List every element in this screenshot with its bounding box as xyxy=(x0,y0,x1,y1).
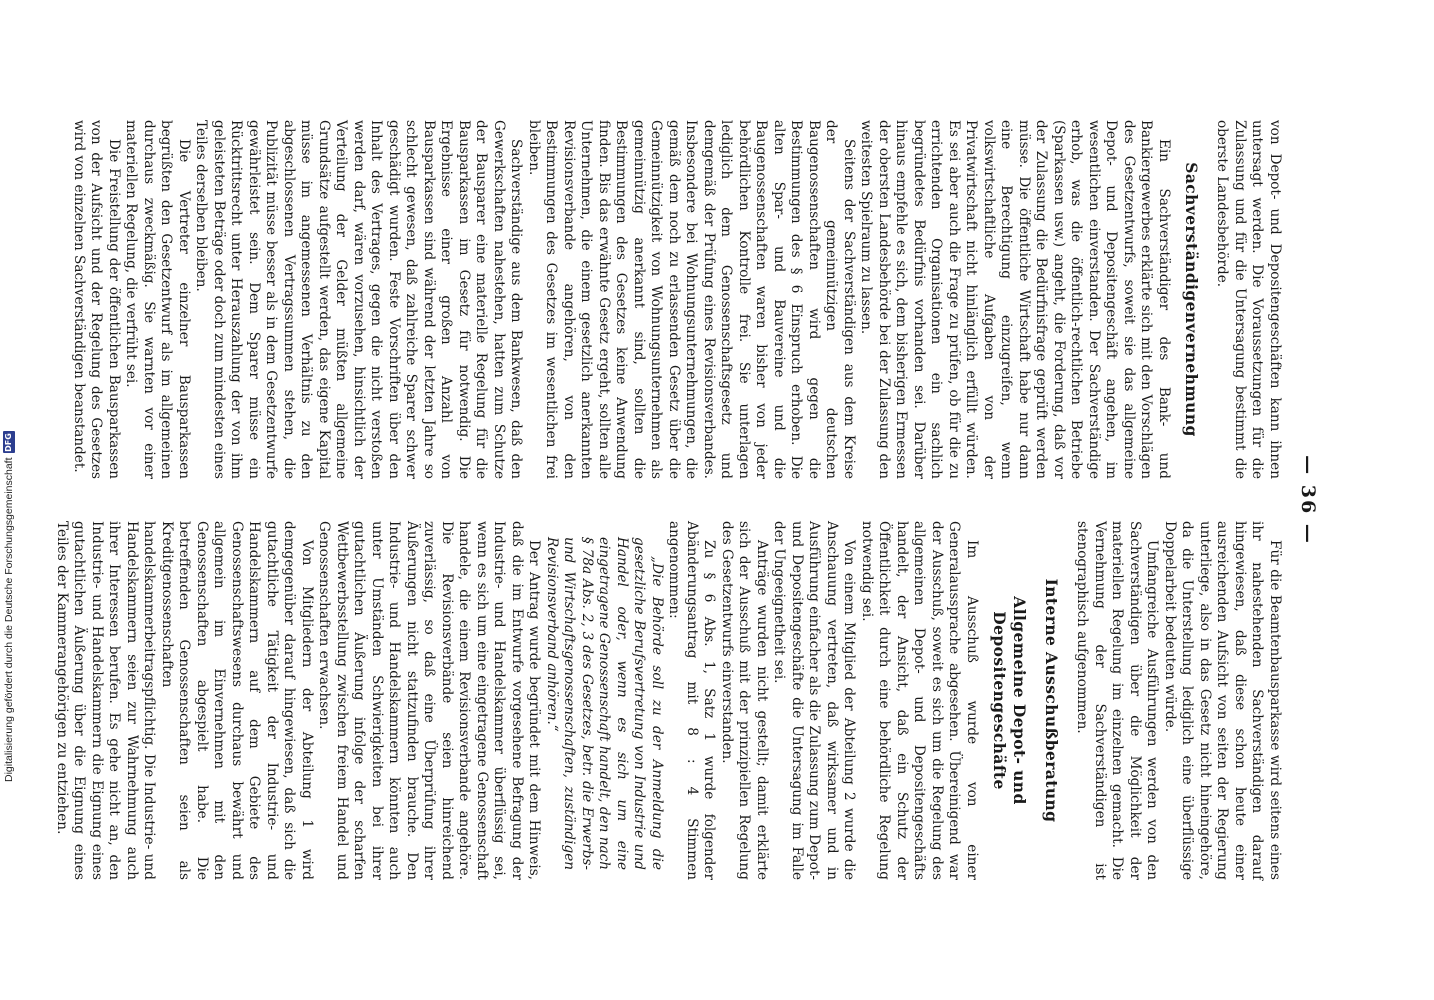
paragraph-vertreter: Die Vertreter einzelner Bausparkassen begrüßten den Gesetzentwurf als im allgemeinen durchaus zweckmäßig. Sie warnten vor einer materiellen Regelung, die verfrüht sei. xyxy=(123,120,192,479)
left-column xyxy=(70,120,1284,479)
digitization-credit xyxy=(0,362,18,782)
paragraph-opening: von Depot- und Depositengeschäften kann ihnen untersagt werden. Die Voraussetzungen für die Zulassung und für die Untersagung bestimmt die oberste Landesbehörde. xyxy=(1214,120,1283,479)
paragraph-banken: Ein Sachverständiger des Bank- und Bankiergewerbes erklärte sich mit den Vorschlägen des Gesetzentwurfs, soweit sie das allgemeine Depot- und Depositengeschäft angehen, im wesentlichen einverstanden. Der Sachverständige erhob, was die öffentlich-rechtlichen Betriebe (Sparkassen usw.) angeht, die Forderung, daß vor der Zulassung die Bedürfnisfrage geprüft werden müsse. Die öffentliche Wirtschaft habe nur dann eine Berechtigung einzugreifen, wenn volkswirtschaftliche Aufgaben von der Privatwirtschaft nicht hinlänglich erfüllt würden. Es sei aber auch die Frage zu prüfen, ob für die zu errichtenden Organisationen ein sachlich begründetes Bedürfnis vorhanden sei. Darüber hinaus empfehle es sich, dem bisherigen Ermessen der obersten Landesbehörde bei der Zulassung den weitesten Spielraum zu lassen. xyxy=(858,120,1172,479)
paragraph-beamten: Für die Beamtenbausparkasse wird seitens eines ihr nahestehenden Sachverständigen darauf hingewiesen, daß diese schon heute einer ausreichenden Aufsicht von seiten der Regierung unterliege, also in das Gesetz nicht hineingehöre, da die Unterstellung lediglich eine überflüssige Doppelarbeit bedeuten würde. xyxy=(1162,521,1283,880)
paragraph-freistellung: Die Freistellung der öffentlichen Bausparkassen von der Aufsicht und der Regelung des Gesetzes wird von einzelnen Sachverständigen beanstandet. xyxy=(71,120,122,479)
credit-text: Digitalisierung gefördert durch die Deutsche Forschungsgemeinschaft xyxy=(3,457,15,782)
page-number: — 36 — xyxy=(1297,455,1319,545)
heading-interne: Interne Ausschußberatung xyxy=(1042,578,1061,823)
scanned-page xyxy=(54,50,1377,950)
heading-sachverstaendige: Sachverständigenvernehmung xyxy=(1182,162,1201,437)
paragraph-genossenschaften: Seitens der Sachverständigen aus dem Kreise der gemeinnützigen deutschen Baugenossenschaften wird gegen die Bestimmungen des § 6 Einspruch erhoben. Die alten Spar- und Bauvereine und die Baugenossenschaften waren bisher von jeder behördlichen Kontrolle frei. Sie unterlagen lediglich dem Genossenschaftsgesetz und demgemäß der Prüfung eines Revisionsverbandes. Insbesondere bei Wohnungsunternehmungen, die gemäß dem noch zu erlassenden Gesetz über die Gemeinnützigkeit von Wohnungsunternehmen als gemeinnützig anerkannt sind, sollten die Bestimmungen des Gesetzes keine Anwendung finden. Bis das erwähnte Gesetz ergeht, sollten alle Unternehmen, die einem gesetzlich anerkannten Revisionsverbande angehören, von den Bestimmungen des Gesetzes im wesentlichen frei bleiben. xyxy=(526,120,857,479)
paragraph-zu-6: Zu § 6 Abs. 1, Satz 1 wurde folgender Abänderungsantrag mit 8 : 4 Stimmen angenommen: xyxy=(666,521,718,880)
heading-depot: Allgemeine Depot- und Depositengeschäfte xyxy=(990,596,1029,805)
paragraph-abteilung2: Von einem Mitglied der Abteilung 2 wurde die Anschauung vertreten, daß wirksamer und in Ausführung einfacher als die Zulassung zum Depot- und Depositengeschäfte die Untersagung im Falle der Ungeeignetheit sei. xyxy=(771,521,858,880)
paragraph-mitglieder: Von Mitgliedern der Abteilung 1 wird demgegenüber darauf hingewiesen, daß sich die gutachtliche Tätigkeit der Industrie- und Handelskammern auf dem Gebiete des Genossenschaftswesens durchaus bewährt und allgemein im Einvernehmen mit den Genossenschaften abgespielt habe. Die betreffenden Genossenschaften seien als Kreditgenossenschaften handelskammerbeitragspflichtig. Die Industrie- und Handelskammern seien zur Wahrnehmung auch ihrer Interessen berufen. Es gehe nicht an, den Industrie- und Handelskammern die Eignung eines gutachtlichen Äußerung über die Eignung eines Teiles der Kammerangehörigen zu entziehen. xyxy=(54,521,315,880)
text-columns xyxy=(53,120,1284,880)
quoted-amendment: „Die Behörde soll zu der Anmeldung die gesetzliche Berufsvertretung von Industrie und Handel oder, wenn es sich um eine eingetragene Genossenschaft handelt, den nach § 78a Abs. 2, 3 des Gesetzes, betr. die Erwerbs- und Wirtschaftsgenossenschaften, zuständigen Revisionsverband anhören.“ xyxy=(544,537,665,870)
dfg-logo-icon: DFG xyxy=(4,433,13,452)
paragraph-bausparkassen: Sachverständige aus dem Bankwesen, daß den Gewerkschaften nahestehen, hatten zum Schutze der Bausparer eine materielle Regelung für die Bausparkassen im Gesetz für notwendig. Die Ergebnisse einer großen Anzahl von Bausparkassen sind während der letzten Jahre so schlecht gewesen, daß zahlreiche Sparer schwer geschädigt wurden. Feste Vorschriften über den Inhalt des Vertrages, gegen die nicht verstoßen werden darf, wären vorzusehen, hinsichtlich der Verteilung der Gelder müßten allgemeine Grundsätze aufgestellt werden, das eigene Kapital müsse im angemessenen Verhältnis zu den abgeschlossenen Vertragssummen stehen, die Publizität müsse besser als in dem Gesetzentwurfe gewährleistet sein. Dem Sparer müsse ein Rücktrittsrecht unter Herauszahlung der von ihm geleisteten Beträge oder doch zum mindesten eines Teiles derselben bleiben. xyxy=(193,120,525,479)
paragraph-antrag: Der Antrag wurde begründet mit dem Hinweis, daß die im Entwurfe vorgesehene Befragung der Industrie- und Handelskammer überflüssig sei, wenn es sich um eine eingetragene Genossenschaft handele, die einem Revisionsverbande angehöre. Die Revisionsverbände seien hinreichend zuverlässig, so daß eine Überprüfung ihrer Äußerungen nicht stattzufinden brauche. Den Industrie- und Handelskammern könnten auch unter Umständen Schwierigkeiten bei ihrer gutachtlichen Äußerung infolge der scharfen Wettbewerbsstellung zwischen freiem Handel und Genossenschaften erwachsen. xyxy=(316,521,543,880)
paragraph-antraege: Anträge wurden nicht gestellt; damit erklärte sich der Ausschuß mit der prinzipiellen Regelung des Gesetzentwurfs einverstanden. xyxy=(719,521,770,880)
right-column xyxy=(53,521,1284,880)
paragraph-generalaussprache: Im Ausschuß wurde von einer Generalaussprache abgesehen. Übereinigend war der Ausschuß, soweit es sich um die Regelung des allgemeinen Depot- und Depositengeschäfts handelt, der Ansicht, daß ein Schutz der Öffentlichkeit durch eine behördliche Regelung notwendig sei. xyxy=(859,521,980,880)
paragraph-umfangreiche: Umfangreiche Ausführungen werden von den Sachverständigen über die Möglichkeit der materiellen Regelung im einzelnen gemacht. Die Vernehmung der Sachverständigen ist stenographisch aufgenommen. xyxy=(1074,521,1161,880)
